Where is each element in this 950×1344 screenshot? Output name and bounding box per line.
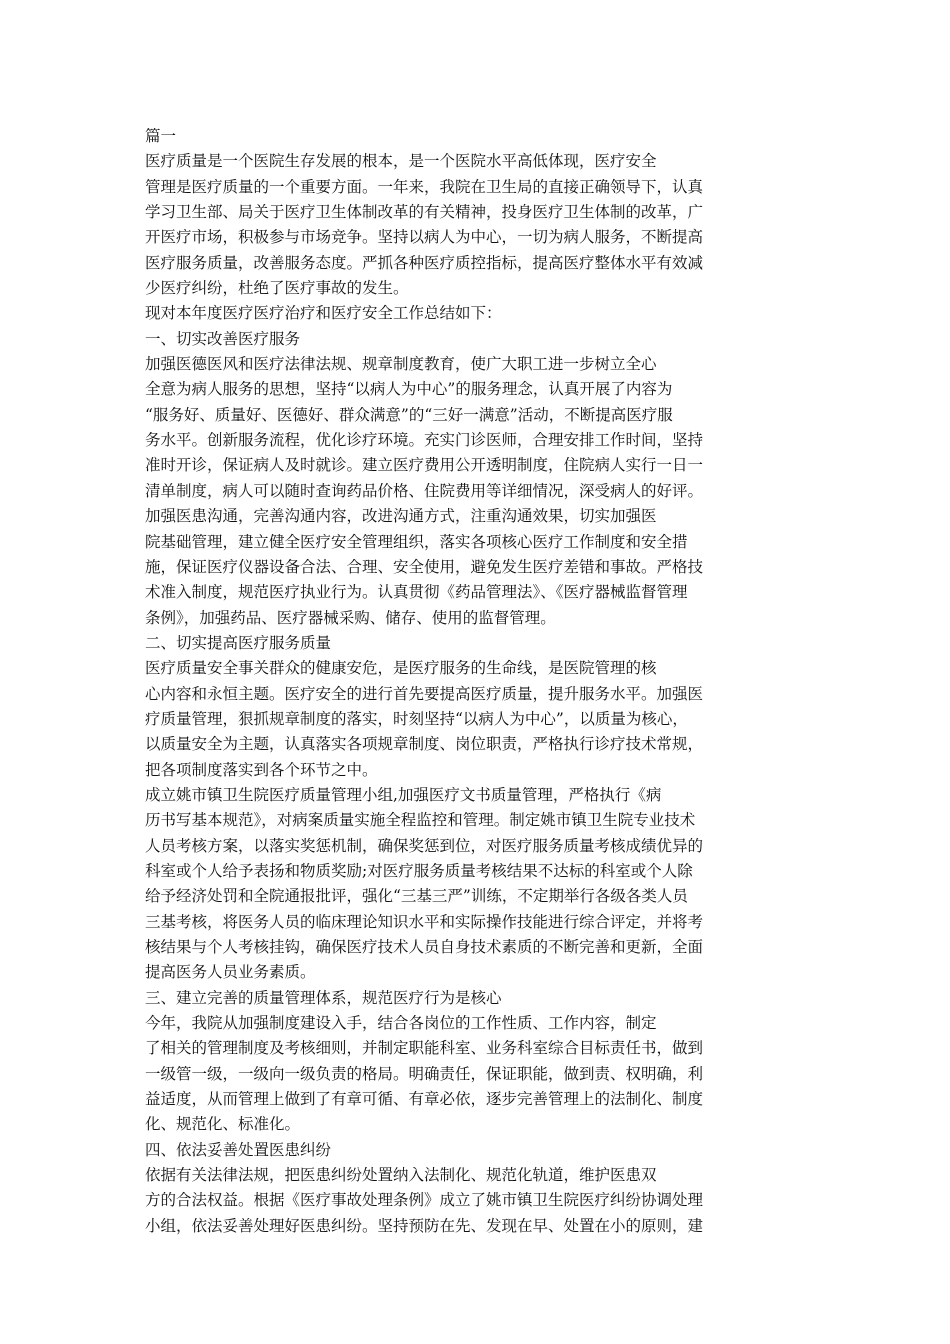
text-line: 化、规范化、标准化。 <box>145 1115 301 1134</box>
text-line: 加强医德医风和医疗法律法规、规章制度教育，使广大职工进一步树立全心 <box>145 355 657 374</box>
text-line: 施，保证医疗仪器设备合法、合理、安全使用，避免发生医疗差错和事故。严格技 <box>145 557 704 576</box>
text-line: 医疗服务质量，改善服务态度。严抓各种医疗质控指标，提高医疗整体水平有效减 <box>145 253 704 272</box>
text-line: 疗质量管理，狠抓规章制度的落实，时刻坚持“以病人为中心”，以质量为核心， <box>145 709 688 728</box>
text-line: 医疗质量安全事关群众的健康安危，是医疗服务的生命线，是医院管理的核 <box>145 659 657 678</box>
text-line: 院基础管理，建立健全医疗安全管理组织，落实各项核心医疗工作制度和安全措 <box>145 532 688 551</box>
text-line: 三、建立完善的质量管理体系，规范医疗行为是核心 <box>145 988 502 1007</box>
text-line: 核结果与个人考核挂钩，确保医疗技术人员自身技术素质的不断完善和更新，全面 <box>145 938 704 956</box>
text-line: 成立姚市镇卫生院医疗质量管理小组,加强医疗文书质量管理，严格执行《病 <box>145 785 662 804</box>
text-line: 以质量安全为主题，认真落实各项规章制度、岗位职责，严格执行诊疗技术常规， <box>145 735 704 754</box>
text-line: 现对本年度医疗医疗治疗和医疗安全工作总结如下： <box>145 304 502 323</box>
text-line: “服务好、质量好、医德好、群众满意”的“三好一满意”活动，不断提高医疗服 <box>145 405 673 424</box>
document-page <box>145 124 755 1239</box>
text-line: 准时开诊，保证病人及时就诊。建立医疗费用公开透明制度，住院病人实行一日一 <box>145 456 704 475</box>
text-line: 三基考核，将医务人员的临床理论知识水平和实际操作技能进行综合评定，并将考 <box>145 912 704 931</box>
text-line: 条例》，加强药品、医疗器械采购、储存、使用的监督管理。 <box>145 608 556 627</box>
text-line: 给予经济处罚和全院通报批评，强化“三基三严”训练，不定期举行各级各类人员 <box>145 887 688 906</box>
text-line: 一、切实改善医疗服务 <box>145 329 301 348</box>
text-line: 提高医务人员业务素质。 <box>145 963 316 982</box>
text-line: 少医疗纠纷，杜绝了医疗事故的发生。 <box>145 279 409 298</box>
text-line: 清单制度，病人可以随时查询药品价格、住院费用等详细情况，深受病人的好评。 <box>145 481 704 500</box>
text-line: 全意为病人服务的思想，坚持“以病人为中心”的服务理念，认真开展了内容为 <box>145 380 673 399</box>
text-line: 四、依法妥善处置医患纠纷 <box>145 1140 332 1159</box>
text-line: 加强医患沟通，完善沟通内容，改进沟通方式，注重沟通效果，切实加强医 <box>145 507 657 526</box>
text-line: 篇一 <box>145 127 177 145</box>
text-line: 术准入制度，规范医疗执业行为。认真贯彻《药品管理法》、《医疗器械监督管理 <box>145 583 688 602</box>
text-line: 了相关的管理制度及考核细则，并制定职能科室、业务科室综合目标责任书，做到 <box>145 1039 704 1058</box>
text-line: 开医疗市场，积极参与市场竞争。坚持以病人为中心，一切为病人服务，不断提高 <box>145 228 704 247</box>
text-line: 二、切实提高医疗服务质量 <box>145 633 332 652</box>
text-line: 人员考核方案，以落实奖惩机制，确保奖惩到位，对医疗服务质量考核成绩优异的 <box>145 836 704 855</box>
text-line: 科室或个人给予表扬和物质奖励;对医疗服务质量考核结果不达标的科室或个人除 <box>145 861 693 880</box>
text-line: 今年，我院从加强制度建设入手，结合各岗位的工作性质、工作内容，制定 <box>145 1014 657 1033</box>
text-line: 务水平。创新服务流程，优化诊疗环境。充实门诊医师，合理安排工作时间，坚持 <box>145 431 704 450</box>
text-line: 历书写基本规范》，对病案质量实施全程监控和管理。制定姚市镇卫生院专业技术 <box>145 811 696 830</box>
text-line: 把各项制度落实到各个环节之中。 <box>145 760 378 779</box>
text-line: 医疗质量是一个医院生存发展的根本，是一个医院水平高低体现，医疗安全 <box>145 152 657 171</box>
text-line: 心内容和永恒主题。医疗安全的进行首先要提高医疗质量，提升服务水平。加强医 <box>145 684 704 703</box>
text-line: 益适度，从而管理上做到了有章可循、有章必依，逐步完善管理上的法制化、制度 <box>145 1090 704 1109</box>
text-line: 方的合法权益。根据《医疗事故处理条例》成立了姚市镇卫生院医疗纠纷协调处理 <box>145 1191 704 1210</box>
text-line: 小组，依法妥善处理好医患纠纷。坚持预防在先、发现在早、处置在小的原则，建 <box>145 1216 704 1235</box>
text-line: 管理是医疗质量的一个重要方面。一年来，我院在卫生局的直接正确领导下，认真 <box>145 177 704 196</box>
text-line: 依据有关法律法规，把医患纠纷处置纳入法制化、规范化轨道，维护医患双 <box>145 1166 657 1185</box>
text-line: 一级管一级，一级向一级负责的格局。明确责任，保证职能，做到责、权明确，利 <box>145 1064 704 1083</box>
text-line: 学习卫生部、局关于医疗卫生体制改革的有关精神，投身医疗卫生体制的改革，广 <box>145 203 704 222</box>
